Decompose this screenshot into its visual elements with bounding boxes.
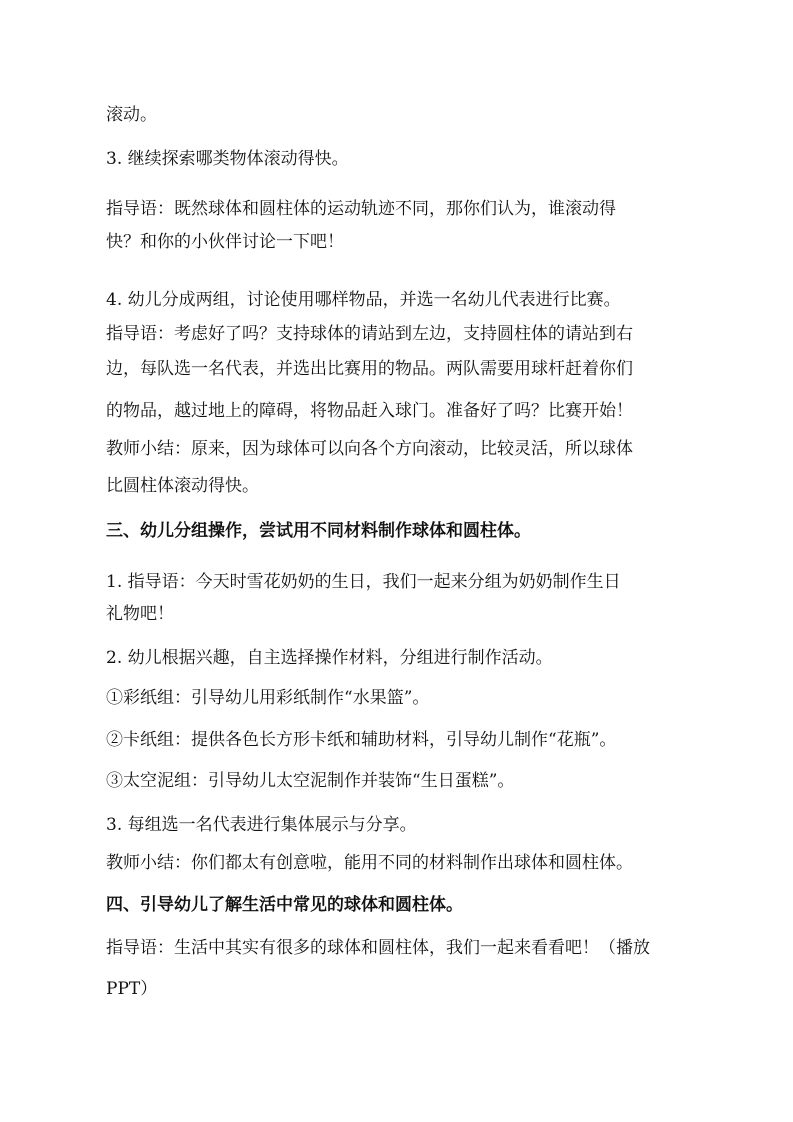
- section-heading: 四、引导幼儿了解生活中常见的球体和圆柱体。: [106, 895, 463, 915]
- text-line: 教师小结：原来，因为球体可以向各个方向滚动，比较灵活，所以球体: [106, 439, 633, 459]
- text-line: 2. 幼儿根据兴趣，自主选择操作材料，分组进行制作活动。: [106, 648, 553, 668]
- text-line: ③太空泥组：引导幼儿太空泥制作并装饰“生日蛋糕”。: [106, 771, 515, 791]
- text-line: 指导语：生活中其实有很多的球体和圆柱体，我们一起来看看吧！（播放: [106, 938, 650, 958]
- text-line: 比圆柱体滚动得快。: [106, 476, 259, 496]
- text-line: ②卡纸组：提供各色长方形卡纸和辅助材料，引导幼儿制作“花瓶”。: [106, 730, 617, 750]
- text-line: 礼物吧！: [106, 604, 174, 624]
- text-line: 指导语：既然球体和圆柱体的运动轨迹不同，那你们认为，谁滚动得: [106, 199, 616, 219]
- text-line: ①彩纸组：引导幼儿用彩纸制作“水果篮”。: [106, 688, 430, 708]
- text-line: 快？和你的小伙伴讨论一下吧！: [106, 232, 344, 252]
- text-line: 的物品，越过地上的障碍，将物品赶入球门。准备好了吗？比赛开始！: [106, 401, 633, 421]
- text-line: 指导语：考虑好了吗？支持球体的请站到左边，支持圆柱体的请站到右: [106, 324, 633, 344]
- text-line: 4. 幼儿分成两组，讨论使用哪样物品，并选一名幼儿代表进行比赛。: [106, 290, 621, 310]
- text-line: 1. 指导语：今天时雪花奶奶的生日，我们一起来分组为奶奶制作生日: [106, 572, 621, 592]
- text-line: 滚动。: [106, 105, 157, 125]
- section-heading: 三、幼儿分组操作，尝试用不同材料制作球体和圆柱体。: [106, 521, 531, 541]
- text-line: 边，每队选一名代表，并选出比赛用的物品。两队需要用球杆赶着你们: [106, 359, 633, 379]
- text-line: PPT）: [106, 979, 158, 999]
- text-line: 教师小结：你们都太有创意啦，能用不同的材料制作出球体和圆柱体。: [106, 853, 633, 873]
- text-line: 3. 每组选一名代表进行集体展示与分享。: [106, 815, 417, 835]
- text-line: 3. 继续探索哪类物体滚动得快。: [106, 149, 349, 169]
